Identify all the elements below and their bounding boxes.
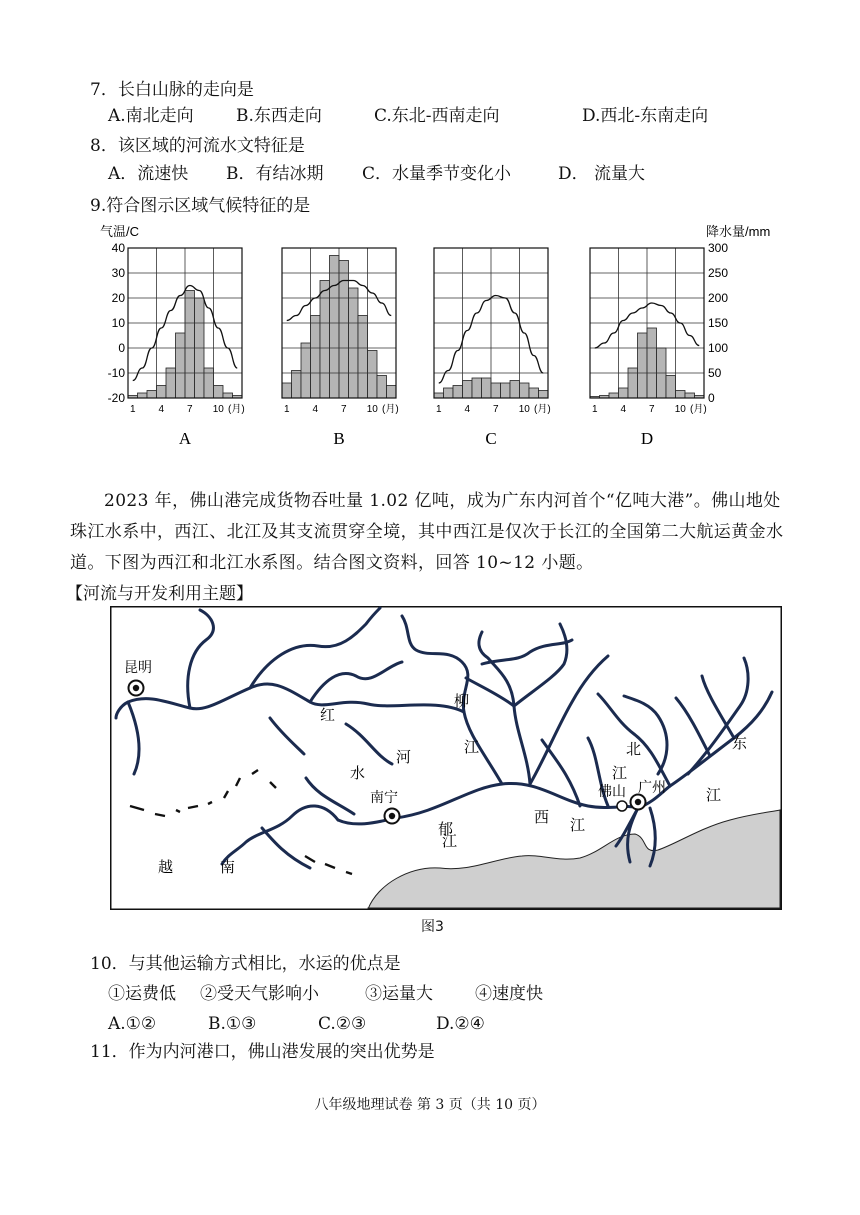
precip-bar	[387, 386, 397, 399]
panel-label: A	[178, 429, 192, 448]
q10-option-a: A.①②	[108, 1014, 157, 1034]
country-char: 越	[158, 858, 174, 876]
q10-choice-4: ④速度快	[475, 984, 543, 1004]
temp-tick: 0	[118, 341, 125, 355]
precip-bar	[330, 256, 340, 399]
climate-panels	[128, 248, 707, 448]
q10-choice-1: ①运费低	[108, 984, 176, 1004]
precip-bar	[147, 391, 157, 399]
precip-bar	[185, 291, 195, 399]
river-char: 江	[442, 832, 458, 850]
month-tick: 1	[435, 404, 442, 415]
precip-tick: 50	[708, 366, 722, 380]
month-unit: (月)	[382, 404, 399, 415]
precip-bar	[434, 393, 444, 398]
q10-choice-3: ③运量大	[365, 984, 433, 1004]
month-tick: 1	[129, 404, 136, 415]
precip-bar	[529, 388, 539, 398]
precip-bar	[510, 381, 520, 399]
city-label-nanning: 南宁	[370, 790, 398, 806]
precip-bar	[282, 383, 292, 398]
precip-tick: 0	[708, 391, 715, 405]
precip-tick: 250	[708, 266, 729, 280]
precip-bar	[176, 333, 186, 398]
climate-panel-a	[128, 248, 245, 448]
question-7-options	[108, 104, 708, 128]
precip-tick-labels	[708, 241, 728, 405]
month-tick: 7	[340, 404, 347, 415]
city-label-foshan: 佛山	[598, 784, 626, 800]
city-marker-dot	[635, 799, 641, 805]
page-footer: 八年级地理试卷 第 3 页（共 10 页）	[314, 1097, 546, 1113]
question-8-options	[108, 162, 645, 186]
panel-label: B	[333, 429, 345, 448]
precip-bar	[609, 393, 619, 398]
river-char: 北	[626, 740, 642, 758]
month-unit: (月)	[228, 404, 245, 415]
climate-panel-d	[590, 248, 707, 448]
river-char: 郁	[438, 820, 454, 838]
precip-bar	[647, 328, 657, 398]
q10-option-c: C.②③	[318, 1014, 367, 1034]
question-10-choices	[108, 982, 543, 1006]
precip-bar	[166, 368, 176, 398]
river-char: 江	[706, 786, 722, 804]
month-tick: 7	[492, 404, 499, 415]
temp-axis-label: 气温/C	[100, 224, 140, 239]
q10-option-d: D.②④	[436, 1014, 485, 1034]
city-marker-dot	[133, 685, 139, 691]
precip-bar	[301, 343, 311, 398]
precip-bar	[676, 391, 686, 399]
river-char: 河	[396, 748, 412, 766]
precip-bar	[463, 381, 473, 399]
precip-axis-label: 降水量/mm	[706, 224, 771, 239]
panel-label: C	[485, 429, 497, 448]
question-11-stem: 11．作为内河港口，佛山港发展的突出优势是	[90, 1042, 435, 1062]
temp-tick: 20	[111, 291, 125, 305]
question-7-stem: 7．长白山脉的走向是	[90, 80, 254, 100]
q7-option-a: A.南北走向	[108, 106, 194, 126]
map-caption: 图3	[421, 919, 444, 935]
temp-tick: -10	[107, 366, 125, 380]
city-marker-dot	[389, 813, 395, 819]
precip-bar	[628, 368, 638, 398]
q10-option-b: B.①③	[208, 1014, 257, 1034]
precip-bar	[349, 288, 359, 398]
river-char: 西	[534, 808, 550, 826]
precip-bar	[157, 386, 167, 399]
precip-bar	[204, 368, 214, 398]
river-char: 水	[350, 764, 366, 782]
precip-bar	[138, 393, 148, 398]
river-char: 江	[570, 816, 586, 834]
month-tick: 1	[591, 404, 598, 415]
precip-bar	[685, 393, 695, 398]
month-tick: 10	[212, 404, 224, 415]
climate-panel-b	[282, 248, 399, 448]
month-tick: 4	[620, 404, 627, 415]
month-tick: 7	[186, 404, 193, 415]
precip-bar	[453, 386, 463, 399]
precip-bar	[539, 391, 549, 399]
q7-option-b: B.东西走向	[236, 106, 322, 126]
precip-bar	[491, 383, 501, 398]
month-tick: 4	[158, 404, 165, 415]
country-char: 南	[220, 858, 236, 876]
precip-bar	[619, 388, 629, 398]
precip-bar	[638, 333, 648, 398]
precip-bar	[444, 388, 454, 398]
month-tick: 10	[674, 404, 686, 415]
temp-tick: 10	[111, 316, 125, 330]
precip-tick: 100	[708, 341, 729, 355]
month-unit: (月)	[534, 404, 551, 415]
month-tick: 4	[464, 404, 471, 415]
q10-choice-2: ②受天气影响小	[200, 984, 319, 1004]
river-char: 柳	[454, 692, 470, 710]
river-char: 东	[732, 734, 748, 752]
temp-tick: -20	[107, 391, 125, 405]
month-unit: (月)	[690, 404, 707, 415]
q8-option-a: A．流速快	[108, 164, 189, 184]
panel-label: D	[640, 429, 654, 448]
q8-option-b: B．有结冰期	[226, 164, 324, 184]
precip-bar	[311, 316, 321, 399]
precip-bar	[482, 378, 492, 398]
precip-bar	[377, 376, 387, 399]
month-tick: 4	[312, 404, 319, 415]
precip-bar	[292, 371, 302, 399]
river-char: 江	[612, 764, 628, 782]
city-label-guangzhou: 广州	[638, 780, 666, 796]
passage-topic: 【河流与开发利用主题】	[66, 584, 253, 604]
city-marker	[617, 801, 627, 811]
question-10-options	[108, 1012, 485, 1036]
precip-bar	[368, 351, 378, 399]
month-tick: 10	[366, 404, 378, 415]
precip-bar	[223, 393, 233, 398]
q7-option-c: C.东北-西南走向	[374, 106, 500, 126]
temp-tick-labels	[108, 241, 126, 405]
temp-tick: 30	[111, 266, 125, 280]
precip-bar	[472, 378, 482, 398]
precip-tick: 150	[708, 316, 729, 330]
q8-option-c: C．水量季节变化小	[362, 164, 512, 184]
river-char: 江	[464, 738, 480, 756]
temp-tick: 40	[111, 241, 125, 255]
river-char: 红	[320, 706, 336, 724]
precip-bar	[501, 383, 511, 398]
passage-text: 2023 年，佛山港完成货物吞吐量 1.02 亿吨，成为广东内河首个“亿吨大港”。佛山地处珠江水系中，西江、北江及其支流贯穿全境，其中西江是仅次于长江的全国第二大航运黄金水道。下图为西江和北江水系图。结合图文资料，回答 10~12 小题。	[70, 491, 784, 573]
climate-charts	[100, 218, 771, 454]
q8-option-d: D． 流量大	[558, 164, 646, 184]
question-9-stem: 9.符合图示区域气候特征的是	[90, 196, 311, 216]
precip-bar	[214, 386, 224, 399]
precip-bar	[358, 316, 368, 399]
precip-bar	[520, 383, 530, 398]
city-label-kunming: 昆明	[124, 660, 152, 676]
q7-option-d: D.西北-东南走向	[582, 106, 709, 126]
river-system-map	[110, 606, 782, 910]
question-8-stem: 8．该区域的河流水文特征是	[90, 136, 305, 156]
precip-bar	[666, 376, 676, 399]
reading-passage	[66, 486, 792, 610]
precip-tick: 300	[708, 241, 729, 255]
precip-tick: 200	[708, 291, 729, 305]
climate-panel-c	[434, 248, 551, 448]
question-10-stem: 10．与其他运输方式相比，水运的优点是	[90, 954, 401, 974]
month-tick: 1	[283, 404, 290, 415]
month-tick: 7	[648, 404, 655, 415]
month-tick: 10	[518, 404, 530, 415]
